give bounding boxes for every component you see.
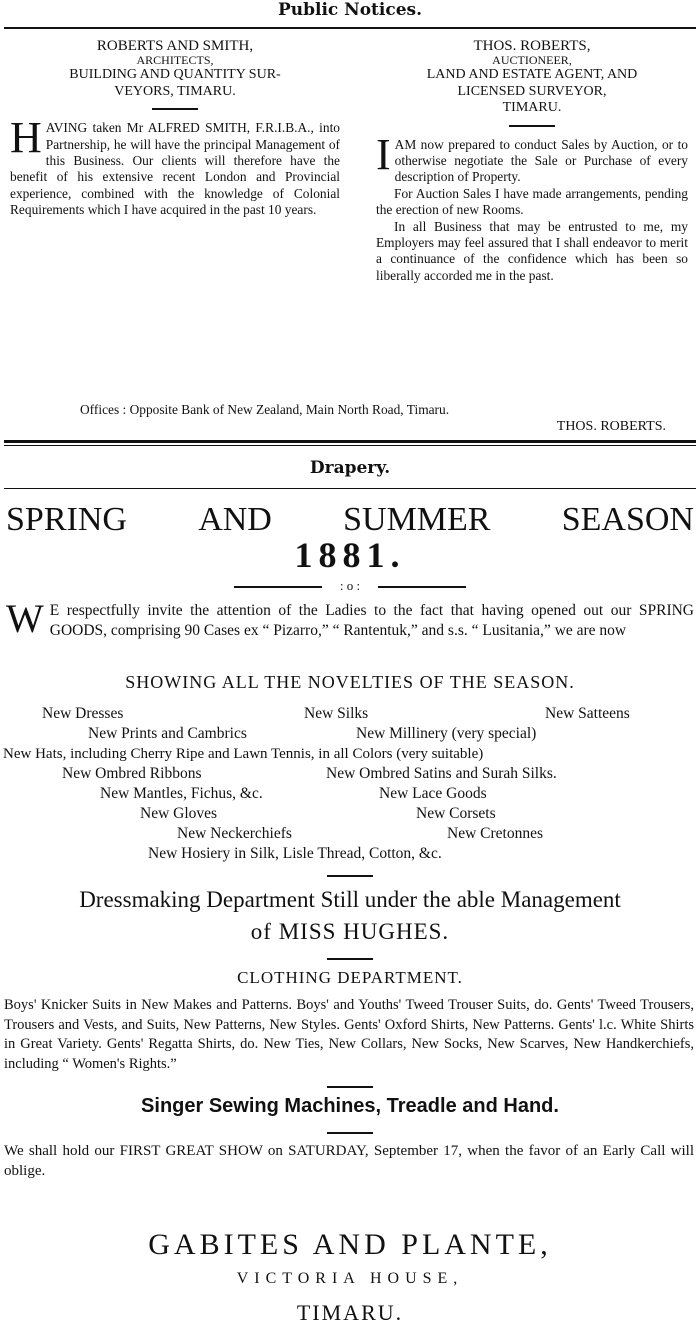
- novelties-list: [0, 704, 700, 864]
- intro-paragraph: [6, 596, 694, 641]
- list-item: New Ombred Ribbons: [62, 765, 202, 782]
- list-item: New Gloves: [140, 805, 218, 822]
- drapery-rule: [4, 488, 696, 489]
- ornament-divider: [234, 580, 466, 594]
- list-item: New Prints and Cambrics: [88, 725, 247, 742]
- public-notices-heading: Public Notices.: [277, 0, 423, 20]
- signature: THOS. ROBERTS.: [556, 419, 666, 434]
- title-word: SPRING: [6, 501, 127, 538]
- partnership-text: AVING taken Mr ALFRED SMITH, F.R.I.B.A., into Partnership, he will have the principal Management of this Business. Our clients will therefore have the benefit of his extensive recent London and Provincial experience, combined with the knowledge of Colonial Requirements which I have acquired in the past 10 years.: [10, 120, 340, 218]
- auctioneer-title: AUCTIONEER,: [492, 53, 572, 68]
- intro-text: E respectfully invite the attention of the Ladies to the fact that having opened out our SPRING GOODS, comprising 90 Cases ex “ Pizarro,” “ Rantentuk,” and s.s. “ Lusitania,” we are now: [49, 602, 694, 639]
- list-item: New Mantles, Fichus, &c.: [100, 785, 263, 802]
- auction-text-3: In all Business that may be entrusted to me, my Employers may feel assured that I shall endeavor to merit a continuance of the confidence which has been so liberally accorded me in the past.: [376, 218, 688, 283]
- clothing-text: Boys' Knicker Suits in New Makes and Patterns. Boys' and Youths' Tweed Trouser Suits, do. Gents' Tweed Trousers, Trousers and Vests, and Suits, New Patterns, New Styles. Gents' Oxford Shirts, New Patterns. Gents' l.c. White Shirts in Great Variety. Gents' Regatta Shirts, do. New Ties, New Collars, New Socks, New Scarves, New Handkerchiefs, including “ Women's Rights.”: [4, 997, 694, 1072]
- auction-notice: [376, 129, 688, 186]
- short-rule: [152, 108, 198, 110]
- list-item: New Neckerchiefs: [177, 825, 292, 842]
- title-word: AND: [198, 501, 272, 538]
- list-item: New Corsets: [416, 805, 496, 822]
- short-rule: [509, 125, 555, 127]
- list-item: New Dresses: [42, 705, 124, 722]
- season-title: [6, 500, 694, 540]
- singer-heading: Singer Sewing Machines, Treadle and Hand.: [141, 1095, 559, 1117]
- show-text: We shall hold our FIRST GREAT SHOW on SATURDAY, September 17, when the favor of an Early Call will oblige.: [4, 1143, 694, 1179]
- section-rule: [4, 440, 696, 443]
- firm-profession-2: BUILDING AND QUANTITY SUR-: [69, 67, 281, 83]
- clothing-heading: CLOTHING DEPARTMENT.: [237, 968, 463, 987]
- auctioneer-title-2: LAND AND ESTATE AGENT, AND: [426, 67, 638, 83]
- showing-line: SHOWING ALL THE NOVELTIES OF THE SEASON.: [125, 672, 575, 692]
- auctioneer-location: TIMARU.: [502, 100, 562, 116]
- short-rule: [327, 958, 373, 960]
- auctioneer-name: THOS. ROBERTS,: [473, 38, 591, 54]
- list-item: New Satteens: [545, 705, 630, 722]
- short-rule: [327, 1086, 373, 1088]
- list-item: New Cretonnes: [447, 825, 543, 842]
- list-item: New Hats, including Cherry Ripe and Lawn Tennis, in all Colors (very suitable): [3, 746, 484, 762]
- drop-cap: W: [6, 596, 44, 641]
- auctioneer-title-3: LICENSED SURVEYOR,: [457, 83, 607, 99]
- title-word: SEASON: [561, 501, 694, 538]
- divider-line-left: [234, 586, 322, 588]
- auction-text-1: AM now prepared to conduct Sales by Auction, or to otherwise negotiate the Sale or Purchase of every description of Property.: [394, 136, 688, 185]
- list-item: New Hosiery in Silk, Lisle Thread, Cotton, &c.: [148, 845, 442, 862]
- section-rule-thin: [4, 445, 696, 446]
- firm-name-large: GABITES AND PLANTE,: [148, 1228, 552, 1261]
- thos-roberts-notice: [376, 38, 688, 284]
- list-item: New Ombred Satins and Surah Silks.: [326, 765, 557, 782]
- firm-name: ROBERTS AND SMITH,: [96, 38, 254, 54]
- title-word: SUMMER: [343, 501, 491, 538]
- offices-line: Offices : Opposite Bank of New Zealand, Main North Road, Timaru.: [80, 402, 450, 417]
- drapery-heading: Drapery.: [309, 458, 391, 478]
- list-item: New Millinery (very special): [356, 725, 537, 742]
- short-rule: [327, 1132, 373, 1134]
- list-item: New Silks: [304, 705, 369, 722]
- victoria-house: VICTORIA HOUSE,: [236, 1270, 464, 1287]
- drop-cap: H: [10, 113, 42, 163]
- divider-line-right: [378, 586, 466, 588]
- auction-text-2: For Auction Sales I have made arrangements, pending the erection of new Rooms.: [376, 185, 688, 218]
- top-rule: [4, 27, 696, 29]
- firm-profession: ARCHITECTS,: [136, 53, 214, 68]
- firm-location: VEYORS, TIMARU.: [114, 83, 236, 99]
- partnership-notice: [10, 113, 340, 218]
- dressmaking-line-2: of MISS HUGHES.: [250, 919, 450, 944]
- divider-mark: : o :: [339, 578, 361, 593]
- town-name: TIMARU.: [296, 1300, 404, 1325]
- short-rule: [327, 875, 373, 877]
- roberts-smith-notice: [10, 38, 340, 219]
- season-year: 1881.: [294, 535, 406, 575]
- list-item: New Lace Goods: [379, 785, 487, 802]
- drop-cap: I: [376, 129, 391, 179]
- dressmaking-line-1: Dressmaking Department Still under the able Management: [79, 887, 621, 912]
